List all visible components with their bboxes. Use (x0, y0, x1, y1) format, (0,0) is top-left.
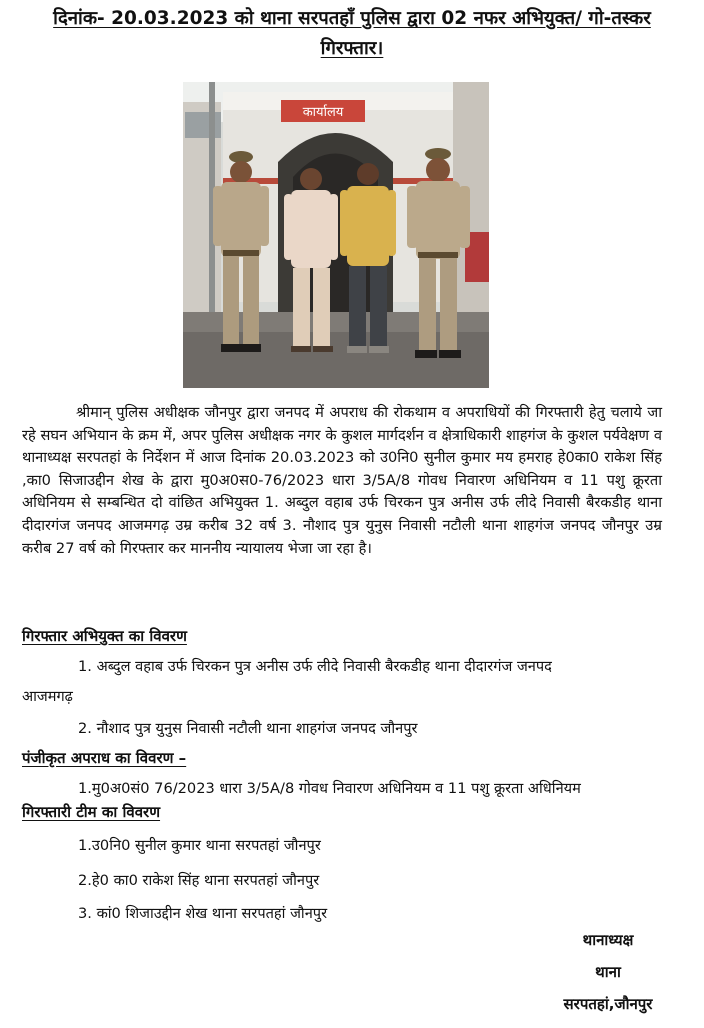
body-paragraph: श्रीमान् पुलिस अधीक्षक जौनपुर द्वारा जनपद में अपराध की रोकथाम व अपराधियों की गिरफ्तारी हेतु चलाये जा रहे सघन अभियान के क्रम में, अपर पुलिस अधीक्षक नगर के कुशल मार्गदर्शन व क्षेत्राधिकारी शाहगंज के कुशल पर्यवेक्षण व थानाध्यक्ष सरपतहां के निर्देशन में आज दिनांक 20.03.2023 को उ0नि0 सुनील कुमार मय हमराह हे0का0 राकेश सिंह ,का0 सिजाउद्दीन शेख के द्वारा मु0अ0स0-76/2023 धारा 3/5A/8 गोवध निवारण अधिनियम व 11 पशु क्रूरता अधिनियम से सम्बन्धित दो वांछित अभियुक्त 1. अब्दुल वहाब उर्फ चिरकन पुत्र अनीस उर्फ लीदे निवासी बैरकडीह थाना दीदारगंज जनपद आजमगढ़ उम्र करीब 32 वर्ष 3. नौशाद पुत्र युनुस निवासी नटौली थाना शाहगंज जनपद जौनपुर उम्र करीब 27 वर्ष को गिरफ्तार कर माननीय न्यायालय भेजा जा रहा है। (22, 404, 662, 557)
crime-item: 1.मु0अ0सं0 76/2023 धारा 3/5A/8 गोवध निवारण अधिनियम व 11 पशु क्रूरता अधिनियम (78, 780, 581, 797)
signature-station-name: सरपतहां,जौनपुर (563, 995, 653, 1013)
accused-item: आजमगढ़ (22, 688, 73, 705)
accused-details-heading: गिरफ्तार अभियुक्त का विवरण (22, 627, 187, 645)
arrest-photo (183, 82, 489, 388)
office-sign-text: कार्यालय (302, 105, 344, 120)
team-item: 3. कां0 शिजाउद्दीन शेख थाना सरपतहां जौनपुर (78, 905, 328, 922)
arrest-team-heading: गिरफ्तारी टीम का विवरण (22, 803, 161, 821)
accused-item: 1. अब्दुल वहाब उर्फ चिरकन पुत्र अनीस उर्फ लीदे निवासी बैरकडीह थाना दीदारगंज जनपद (78, 658, 552, 675)
accused-item: 2. नौशाद पुत्र युनुस निवासी नटौली थाना शाहगंज जनपद जौनपुर (78, 720, 418, 737)
title-line-1: दिनांक- 20.03.2023 को थाना सरपतहाँ पुलिस द्वारा 02 नफर अभियुक्त/ गो-तस्कर (53, 8, 651, 29)
team-item: 1.उ0नि0 सुनील कुमार थाना सरपतहां जौनपुर (78, 837, 321, 854)
signature-station-label: थाना (595, 963, 621, 981)
team-item: 2.हे0 का0 राकेश सिंह थाना सरपतहां जौनपुर (78, 872, 320, 889)
press-release-title (8, 4, 696, 64)
registered-crime-heading: पंजीकृत अपराध का विवरण – (22, 749, 187, 767)
title-line-2: गिरफ्तार। (320, 38, 384, 59)
signature-designation: थानाध्यक्ष (582, 931, 634, 949)
